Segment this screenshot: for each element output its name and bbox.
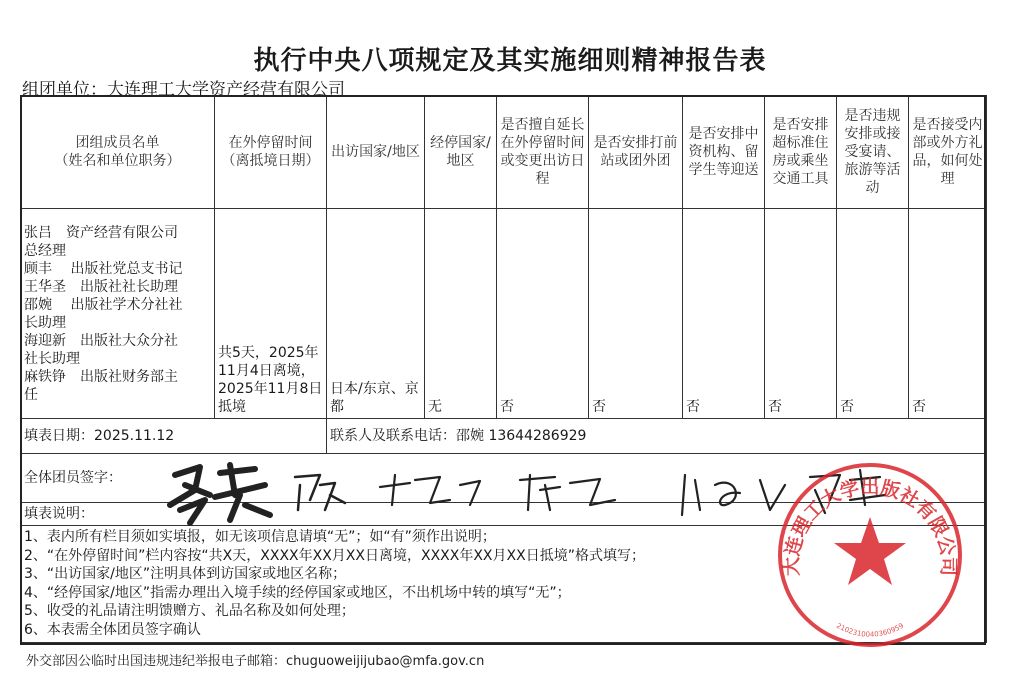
advance-team-value: 否: [589, 209, 683, 419]
member-line: 张吕 资产经营有限公司: [24, 224, 178, 241]
welcome-value: 否: [683, 209, 765, 419]
svg-text:大连理工大学出版社有限公司: 大连理工大学出版社有限公司: [780, 476, 960, 577]
header-advance-team: 是否安排打前站或团外团: [589, 96, 683, 209]
header-stay-time: 在外停留时间 （离抵境日期）: [215, 96, 327, 209]
member-line: 顾丰 出版社党总支书记: [24, 260, 183, 277]
form-title: 执行中央八项规定及其实施细则精神报告表: [253, 46, 767, 76]
housing-value: 否: [765, 209, 837, 419]
seal-star-icon: [834, 517, 906, 585]
note-item: 2、“在外停留时间”栏内容按“共X天，XXXX年XX月XX日离境，XXXX年XX月XX日抵境”格式填写；: [24, 547, 645, 564]
header-country: 出访国家/地区: [327, 96, 425, 209]
contact-info: 联系人及联系电话：邵婉 13644286929: [327, 419, 987, 454]
note-item: 5、收受的礼品请注明馈赠方、礼品名称及如何处理；: [24, 603, 355, 620]
header-housing: 是否安排超标准住房或乘坐交通工具: [765, 96, 837, 209]
header-extend: 是否擅自延长在外停留时间或变更出访日程: [497, 96, 589, 209]
header-transit: 经停国家/地区: [425, 96, 497, 209]
member-line: 王华圣 出版社社长助理: [24, 278, 178, 295]
extend-value: 否: [497, 209, 589, 419]
note-item: 4、“经停国家/地区”指需办理出入境手续的经停国家或地区，不出机场中转的填写“无”；: [24, 584, 571, 601]
member-line: 邵婉 出版社学术分社社: [24, 296, 183, 313]
signature-label: 全体团员签字：: [21, 454, 987, 503]
svg-text:2102310040360959: 2102310040360959: [834, 621, 906, 639]
note-item: 1、表内所有栏目须如实填报，如无该项信息请填“无”；如“有”须作出说明；: [24, 529, 496, 545]
fill-date: 填表日期：2025.11.12: [21, 419, 327, 454]
organizing-unit: 组团单位：大连理工大学资产经营有限公司: [22, 80, 345, 100]
note-item: 3、“出访国家/地区”注明具体到访国家或地区名称；: [24, 566, 347, 583]
official-seal: [770, 455, 970, 655]
header-gifts: 是否接受内部或外方礼品，如何处理: [909, 96, 987, 209]
header-members: 团组成员名单 （姓名和单位职务）: [21, 96, 215, 209]
footer-email: 外交部因公临时出国违规违纪举报电子邮箱：chuguoweijijubao@mfa.gov.cn: [26, 654, 485, 669]
member-line: 社长助理: [24, 350, 80, 367]
member-line: 麻铁铮 出版社财务部主: [24, 368, 178, 385]
member-line: 长助理: [24, 314, 66, 331]
note-item: 6、本表需全体团员签字确认: [24, 621, 201, 638]
banquet-value: 否: [837, 209, 909, 419]
member-line: 海迎新 出版社大众分社: [24, 332, 178, 349]
header-banquet: 是否违规安排或接受宴请、旅游等活动: [837, 96, 909, 209]
member-line: 任: [24, 386, 38, 403]
transit-value: 无: [425, 209, 497, 419]
gifts-value: 否: [909, 209, 987, 419]
notes-label: 填表说明：: [21, 503, 987, 526]
header-welcome: 是否安排中资机构、留学生等迎送: [683, 96, 765, 209]
country-value: 日本/东京、京都: [327, 209, 425, 419]
stay-time-value: 共5天，2025年11月4日离境，2025年11月8日抵境: [215, 209, 327, 419]
member-line: 总经理: [24, 242, 66, 259]
